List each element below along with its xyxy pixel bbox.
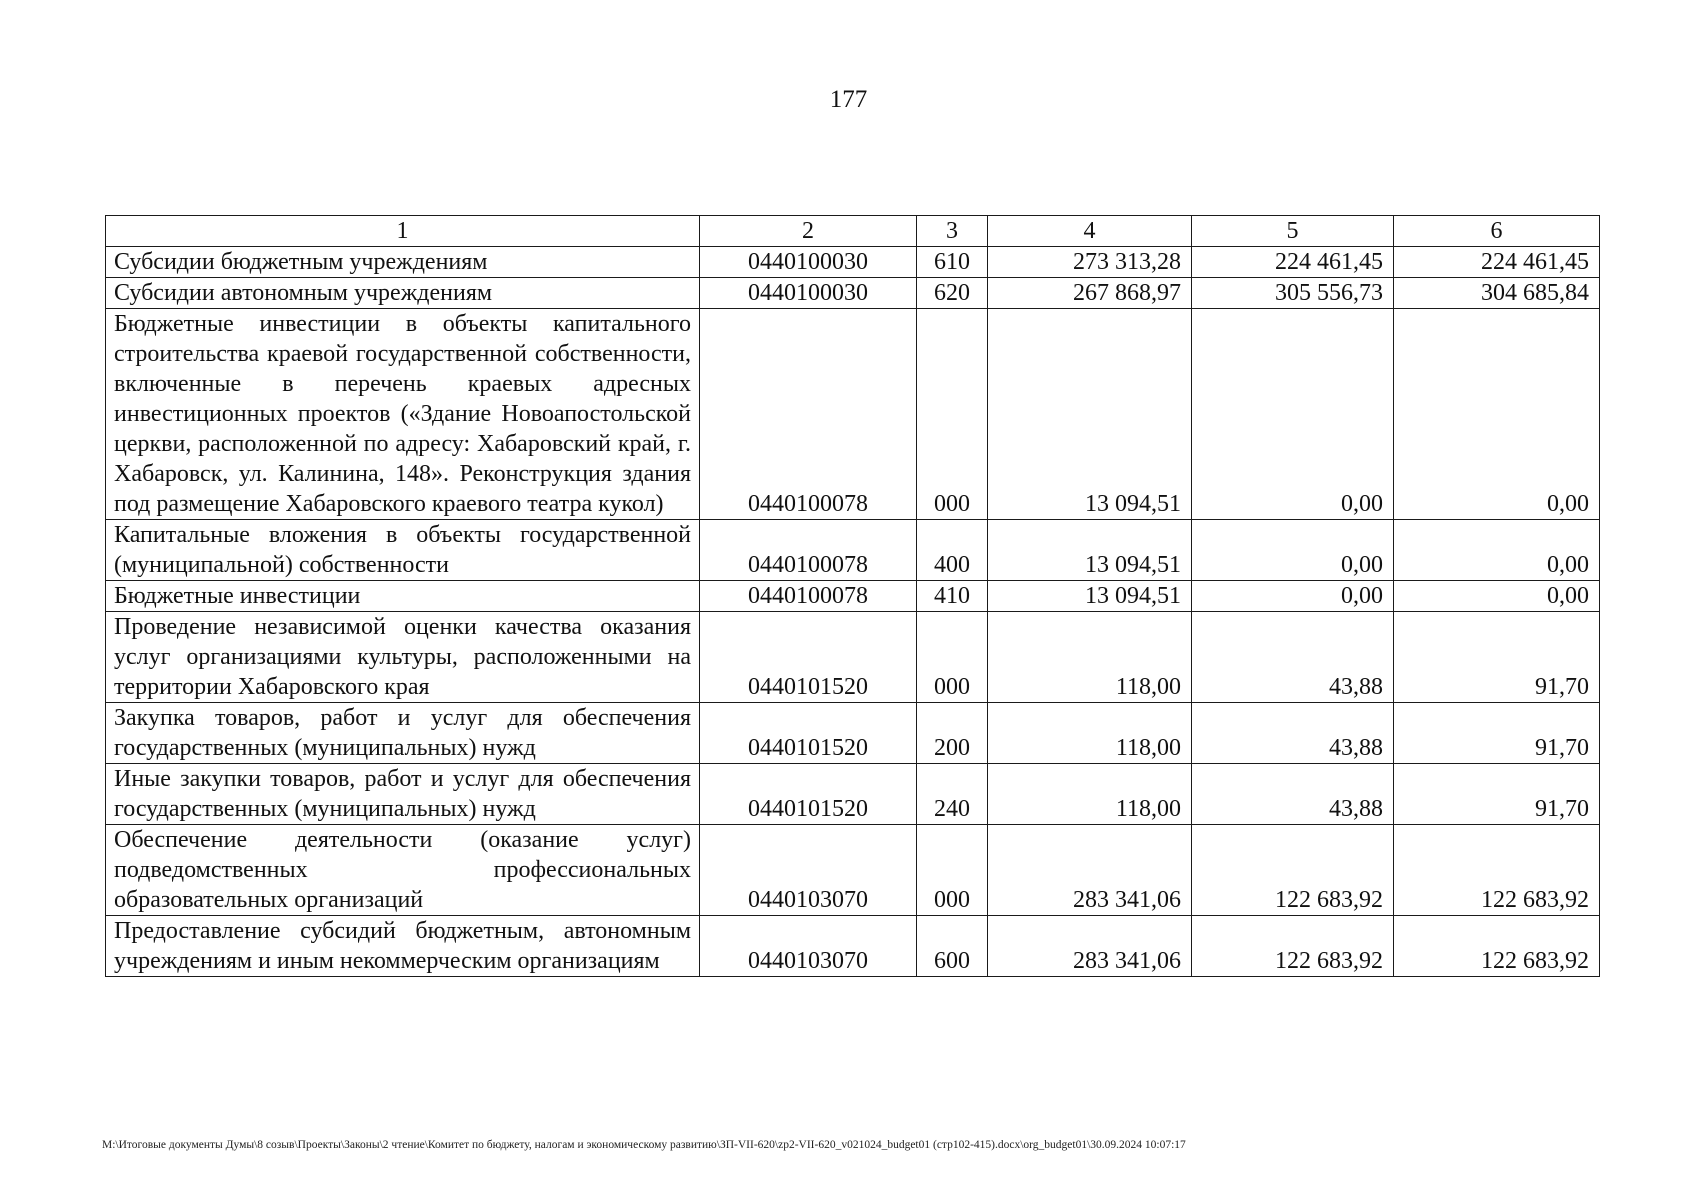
column-header: 5: [1192, 216, 1394, 247]
row-value-5: 43,88: [1192, 703, 1394, 764]
row-name: Бюджетные инвестиции в объекты капитального строительства краевой государственной собственности, включенные в перечень краевых адресных инвестиционных проектов («Здание Новоапостольской церкви, расположенной по адресу: Хабаровский край, г. Хабаровск, ул. Калинина, 148». Реконструкция здания под размещение Хабаровского краевого театра кукол): [106, 309, 700, 520]
row-code: 0440100030: [700, 247, 917, 278]
row-type: 610: [917, 247, 988, 278]
row-code: 0440103070: [700, 825, 917, 916]
column-header: 3: [917, 216, 988, 247]
table-row: [106, 520, 1600, 581]
row-value-6: 122 683,92: [1394, 825, 1600, 916]
row-value-6: 304 685,84: [1394, 278, 1600, 309]
row-value-6: 224 461,45: [1394, 247, 1600, 278]
table-row: [106, 825, 1600, 916]
table-row: [106, 309, 1600, 520]
row-value-5: 0,00: [1192, 309, 1394, 520]
row-name: Капитальные вложения в объекты государственной (муниципальной) собственности: [106, 520, 700, 581]
table-row: [106, 278, 1600, 309]
row-name: Предоставление субсидий бюджетным, автономным учреждениям и иным некоммерческим организациям: [106, 916, 700, 977]
row-value-4: 283 341,06: [988, 916, 1192, 977]
row-code: 0440100078: [700, 520, 917, 581]
column-header: 4: [988, 216, 1192, 247]
row-code: 0440100030: [700, 278, 917, 309]
row-value-6: 91,70: [1394, 612, 1600, 703]
row-value-5: 224 461,45: [1192, 247, 1394, 278]
column-header: 2: [700, 216, 917, 247]
row-name: Субсидии бюджетным учреждениям: [106, 247, 700, 278]
row-value-4: 267 868,97: [988, 278, 1192, 309]
table-header-row: [106, 216, 1600, 247]
row-type: 400: [917, 520, 988, 581]
table-row: [106, 612, 1600, 703]
row-value-5: 43,88: [1192, 764, 1394, 825]
column-header: 1: [106, 216, 700, 247]
row-name: Обеспечение деятельности (оказание услуг) подведомственных профессиональных образовательных организаций: [106, 825, 700, 916]
row-code: 0440100078: [700, 309, 917, 520]
row-value-6: 0,00: [1394, 520, 1600, 581]
row-code: 0440100078: [700, 581, 917, 612]
row-name: Субсидии автономным учреждениям: [106, 278, 700, 309]
row-value-6: 91,70: [1394, 764, 1600, 825]
row-name: Бюджетные инвестиции: [106, 581, 700, 612]
row-name: Иные закупки товаров, работ и услуг для обеспечения государственных (муниципальных) нужд: [106, 764, 700, 825]
row-value-5: 43,88: [1192, 612, 1394, 703]
row-code: 0440101520: [700, 703, 917, 764]
table-row: [106, 247, 1600, 278]
budget-table: [105, 215, 1600, 977]
row-type: 000: [917, 309, 988, 520]
table-row: [106, 581, 1600, 612]
row-value-5: 122 683,92: [1192, 916, 1394, 977]
row-type: 600: [917, 916, 988, 977]
row-type: 000: [917, 825, 988, 916]
row-value-5: 0,00: [1192, 581, 1394, 612]
table-row: [106, 916, 1600, 977]
row-value-6: 0,00: [1394, 581, 1600, 612]
row-value-4: 13 094,51: [988, 309, 1192, 520]
row-code: 0440101520: [700, 612, 917, 703]
row-name: Проведение независимой оценки качества оказания услуг организациями культуры, расположенными на территории Хабаровского края: [106, 612, 700, 703]
row-value-5: 305 556,73: [1192, 278, 1394, 309]
row-name: Закупка товаров, работ и услуг для обеспечения государственных (муниципальных) нужд: [106, 703, 700, 764]
row-value-6: 122 683,92: [1394, 916, 1600, 977]
row-value-4: 13 094,51: [988, 581, 1192, 612]
row-type: 200: [917, 703, 988, 764]
row-value-6: 91,70: [1394, 703, 1600, 764]
table-row: [106, 764, 1600, 825]
row-value-4: 283 341,06: [988, 825, 1192, 916]
row-value-4: 118,00: [988, 612, 1192, 703]
column-header: 6: [1394, 216, 1600, 247]
footer-file-path: M:\Итоговые документы Думы\8 созыв\Проекты\Законы\2 чтение\Комитет по бюджету, налогам и экономическому развитию\ЗП-VII-620\zp2-VII-620_v021024_budget01 (стр102-415).docx\org_budget01\30.09.2024 10:07:17: [102, 1139, 1186, 1151]
row-value-5: 0,00: [1192, 520, 1394, 581]
page-number: 177: [829, 86, 868, 113]
row-type: 000: [917, 612, 988, 703]
row-type: 410: [917, 581, 988, 612]
row-value-5: 122 683,92: [1192, 825, 1394, 916]
row-value-4: 273 313,28: [988, 247, 1192, 278]
row-code: 0440101520: [700, 764, 917, 825]
row-code: 0440103070: [700, 916, 917, 977]
row-value-4: 118,00: [988, 764, 1192, 825]
row-type: 240: [917, 764, 988, 825]
row-type: 620: [917, 278, 988, 309]
row-value-4: 118,00: [988, 703, 1192, 764]
row-value-6: 0,00: [1394, 309, 1600, 520]
row-value-4: 13 094,51: [988, 520, 1192, 581]
table-row: [106, 703, 1600, 764]
